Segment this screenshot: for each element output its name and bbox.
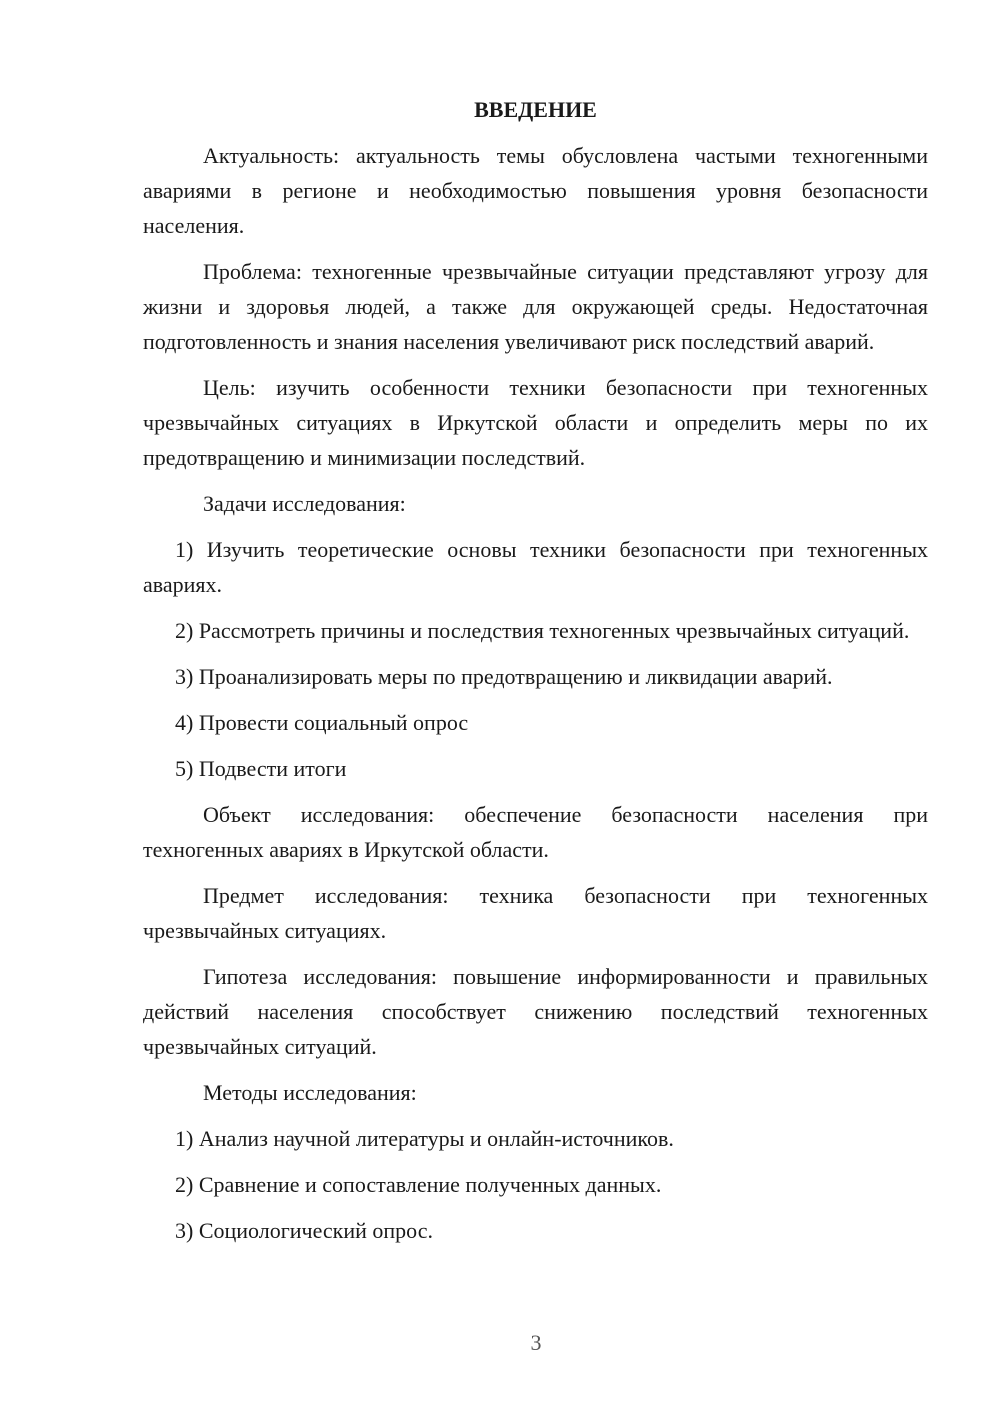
task-item: 3) Проанализировать меры по предотвращению и ликвидации аварий.: [175, 664, 833, 689]
object-paragraph: Объект исследования: обеспечение безопасности населения при техногенных авариях в Иркутской области.: [143, 802, 928, 862]
task-item: 2) Рассмотреть причины и последствия техногенных чрезвычайных ситуаций.: [175, 618, 910, 643]
page-number: 3: [530, 1330, 542, 1355]
method-item: 2) Сравнение и сопоставление полученных данных.: [175, 1172, 662, 1197]
method-item: 3) Социологический опрос.: [175, 1218, 433, 1243]
tasks-heading: Задачи исследования:: [203, 491, 406, 516]
relevance-paragraph: Актуальность: актуальность темы обусловлена частыми техногенными авариями в регионе и необходимостью повышения уровня безопасности населения.: [143, 143, 928, 238]
task-item: 4) Провести социальный опрос: [175, 710, 469, 735]
method-item: 1) Анализ научной литературы и онлайн-источников.: [175, 1126, 674, 1151]
hypothesis-paragraph: Гипотеза исследования: повышение информированности и правильных действий населения способствует снижению последствий техногенных чрезвычайных ситуаций.: [143, 964, 928, 1059]
tasks-list: [143, 532, 928, 786]
subject-paragraph: Предмет исследования: техника безопасности при техногенных чрезвычайных ситуациях.: [143, 883, 928, 943]
task-item: 5) Подвести итоги: [175, 756, 347, 781]
problem-paragraph: Проблема: техногенные чрезвычайные ситуации представляют угрозу для жизни и здоровья людей, а также для окружающей среды. Недостаточная подготовленность и знания населения увеличивают риск последствий аварий.: [143, 259, 928, 354]
methods-heading: Методы исследования:: [203, 1080, 417, 1105]
task-item: 1) Изучить теоретические основы техники безопасности при техногенных авариях.: [143, 537, 928, 597]
methods-list: [143, 1121, 928, 1248]
goal-paragraph: Цель: изучить особенности техники безопасности при техногенных чрезвычайных ситуациях в Иркутской области и определить меры по их предотвращению и минимизации последствий.: [143, 375, 928, 470]
document-page: [143, 92, 928, 1259]
section-title: ВВЕДЕНИЕ: [474, 97, 597, 122]
